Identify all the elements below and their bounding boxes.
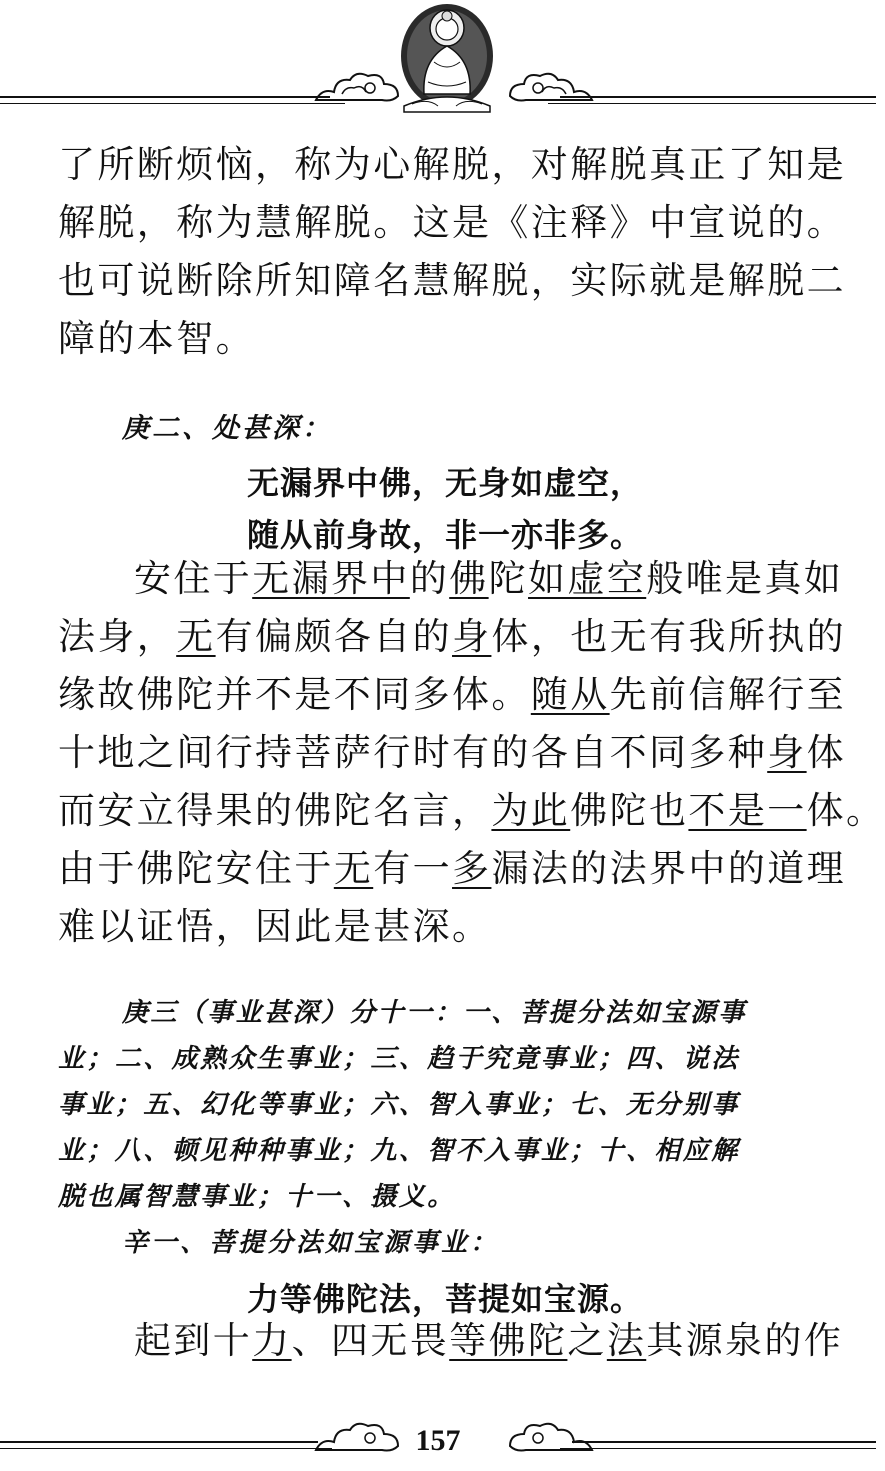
- text-line: [58, 666, 858, 724]
- text-line: [58, 898, 858, 956]
- text-run: 体。: [806, 789, 885, 832]
- text-run: 先前信解行至: [609, 673, 847, 716]
- underlined-term: 不是一: [688, 789, 807, 832]
- outline-line: 事业；五、幻化等事业；六、智入事业；七、无分别事: [58, 1090, 740, 1120]
- buddha-figure-icon: [398, 2, 496, 112]
- cloud-ornament-right-icon: [504, 66, 596, 106]
- text-run: 佛陀也: [570, 789, 689, 832]
- text-run: 十地之间行持菩萨行时有的各自不同多种: [58, 731, 768, 774]
- text-run: 其源泉的作: [646, 1319, 844, 1362]
- text-run: 法身，: [58, 615, 177, 658]
- underlined-term: 力: [252, 1319, 292, 1362]
- underlined-term: 多: [452, 847, 492, 890]
- outline-line: 脱也属智慧事业；十一、摄义。: [58, 1182, 456, 1212]
- verse-line: 力等佛陀法，菩提如宝源。: [247, 1280, 644, 1318]
- text-line: [58, 840, 858, 898]
- paragraph-2: [58, 550, 885, 956]
- text-run: 有偏颇各自的: [215, 615, 453, 658]
- text-run: 而安立得果的佛陀名言，: [58, 789, 492, 832]
- text-line: 了所断烦恼，称为心解脱，对解脱真正了知是: [58, 143, 846, 186]
- text-run: 般唯是真如: [646, 557, 844, 600]
- text-run: 陀: [488, 557, 529, 600]
- text-line: 也可说断除所知障名慧解脱，实际就是解脱二: [58, 259, 846, 302]
- header-rule-left-top: [0, 96, 330, 98]
- underlined-term: 随从: [530, 673, 610, 716]
- underlined-term: 等佛陀: [449, 1319, 568, 1362]
- header-rule-right-top: [560, 96, 876, 98]
- underlined-term: 无漏界中: [252, 557, 410, 600]
- text-run: 起到十: [134, 1319, 253, 1362]
- underlined-term: 无: [333, 847, 374, 890]
- text-line: [58, 724, 858, 782]
- outline-geng3: [58, 990, 848, 1220]
- verse-line-2: 随从前身故，非一亦非多。: [247, 516, 644, 554]
- outline-line: 业；八、顿见种种事业；九、智不入事业；十、相应解: [58, 1136, 740, 1166]
- text-run: 漏法的法界中的道理: [491, 847, 847, 890]
- text-line: [58, 782, 885, 840]
- text-line: 解脱，称为慧解脱。这是《注释》中宣说的。: [58, 201, 846, 244]
- text-run: 有一: [373, 847, 453, 890]
- underlined-term: 身: [452, 615, 492, 658]
- text-line: 障的本智。: [58, 317, 255, 360]
- paragraph-3: [58, 1312, 858, 1370]
- header-rule-left-bottom: [0, 103, 345, 104]
- cloud-ornament-left-icon: [312, 66, 404, 106]
- text-run: 体，也无有我所执的: [491, 615, 847, 658]
- section-heading-geng2: 庚二、处甚深：: [122, 413, 332, 444]
- underlined-term: 身: [767, 731, 807, 774]
- underlined-term: 佛: [449, 557, 489, 600]
- text-run: 由于佛陀安住于: [58, 847, 334, 890]
- verse-line-1: 无漏界中佛，无身如虚空，: [247, 464, 644, 502]
- outline-line: 业；二、成熟众生事业；三、趋于究竟事业；四、说法: [58, 1044, 740, 1074]
- header-rule-right-bottom: [548, 103, 876, 104]
- text-line: [58, 1312, 858, 1370]
- underlined-term: 法: [606, 1319, 647, 1362]
- paragraph-1: [58, 136, 858, 368]
- underlined-term: 为此: [491, 789, 571, 832]
- section-heading-xin1: 辛一、菩提分法如宝源事业：: [122, 1228, 500, 1258]
- underlined-term: 如虚空: [528, 557, 647, 600]
- page-number: 157: [415, 1424, 461, 1457]
- text-run: 之: [567, 1319, 607, 1362]
- text-run: 的: [409, 557, 450, 600]
- text-line: [58, 608, 858, 666]
- outline-line: 庚三（事业甚深）分十一：一、菩提分法如宝源事: [122, 998, 747, 1028]
- text-run: 体: [806, 731, 847, 774]
- text-run: 安住于: [134, 557, 253, 600]
- underlined-term: 无: [176, 615, 216, 658]
- text-run: 、四无畏: [291, 1319, 450, 1362]
- text-run: 缘故佛陀并不是不同多体。: [58, 673, 531, 716]
- text-line: [58, 550, 858, 608]
- text-run: 难以证悟，因此是甚深。: [58, 905, 492, 948]
